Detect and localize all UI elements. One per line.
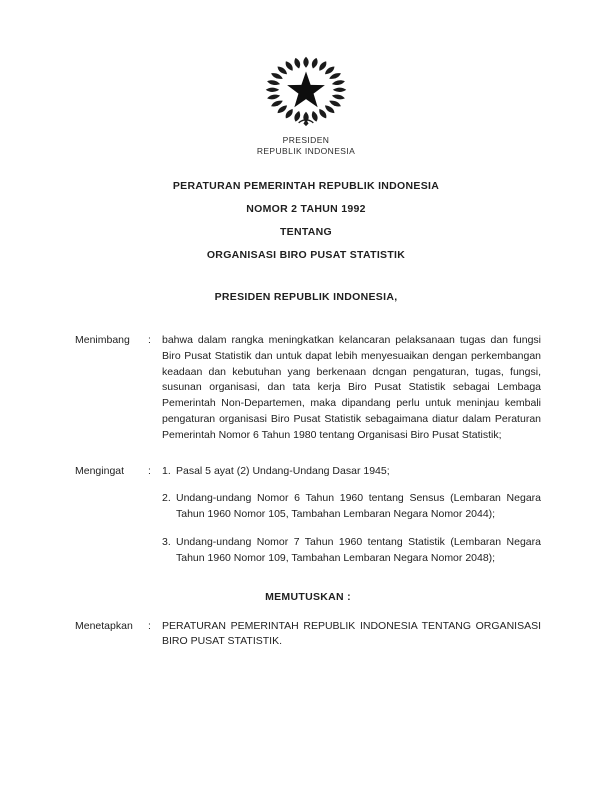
considering-text: bahwa dalam rangka meningkatkan kelancaran pelaksanaan tugas dan fungsi Biro Pusat Statistik dan untuk dapat lebih menyesuaikan dengan perkembangan keadaan dan kebutuhan yang berkenaan dcngan pengaturan, tugas, fungsi, susunan organisasi, dan tata kerja Biro Pusat Statistik sebagai Lembaga Pemerintah Non-Departemen, maka dipandang perlu untuk meninjau kembali pengaturan organisasi Biro Pusat Statistik sebagaimana diatur dalam Peraturan Pemerintah Nomor 6 Tahun 1980 tentang Organisasi Biro Pusat Statistik; [162,334,541,441]
considering-label: Menimbang [75,334,130,346]
recalling-item [162,491,541,523]
title-block [0,175,612,267]
recalling-item [162,464,541,480]
recalling-item [162,535,541,567]
enacting-section [75,619,541,651]
regulation-number: NOMOR 2 TAHUN 1992 [246,203,366,215]
recalling-list [162,464,541,567]
regulation-title: PERATURAN PEMERINTAH REPUBLIK INDONESIA [172,180,440,192]
recalling-colon: : [148,464,151,477]
enacting-label: Menetapkan [75,619,133,632]
regulation-tentang: TENTANG [279,226,333,238]
preamble-heading: PRESIDEN REPUBLIK INDONESIA, [214,291,398,303]
star-icon [287,71,325,107]
recalling-item-text: Pasal 5 ayat (2) Undang-Undang Dasar 1945; [176,464,390,477]
document-body [0,333,612,650]
considering-section [75,333,541,444]
letterhead [0,0,612,157]
recalling-label: Mengingat [75,464,125,477]
letterhead-line-republik: REPUBLIK INDONESIA [256,146,356,156]
regulation-subject: ORGANISASI BIRO PUSAT STATISTIK [206,249,406,261]
recalling-item-text: Undang-undang Nomor 6 Tahun 1960 tentang Sensus (Lembaran Negara Tahun 1960 Nomor 105, Tambahan Lembaran Negara Nomor 2044); [176,492,541,521]
letterhead-text [0,135,612,157]
recalling-item-number: 3. [162,535,171,548]
enacting-text: PERATURAN PEMERINTAH REPUBLIK INDONESIA TENTANG ORGANISASI BIRO PUSAT STATISTIK. [162,619,541,648]
recalling-item-number: 2. [162,492,171,505]
recalling-section [75,464,541,567]
recalling-item-text: Undang-undang Nomor 7 Tahun 1960 tentang Statistik (Lembaran Negara Tahun 1960 Nomor 109, Tambahan Lembaran Negara Nomor 2048); [176,535,541,564]
decision-heading: MEMUTUSKAN : [265,590,351,603]
presidential-star-wreath-emblem [262,54,350,130]
recalling-item-number: 1. [162,464,171,477]
letterhead-line-presiden: PRESIDEN [282,135,330,145]
considering-colon: : [148,334,151,346]
enacting-colon: : [148,619,151,632]
wreath-ribbon-ornament [299,120,314,127]
